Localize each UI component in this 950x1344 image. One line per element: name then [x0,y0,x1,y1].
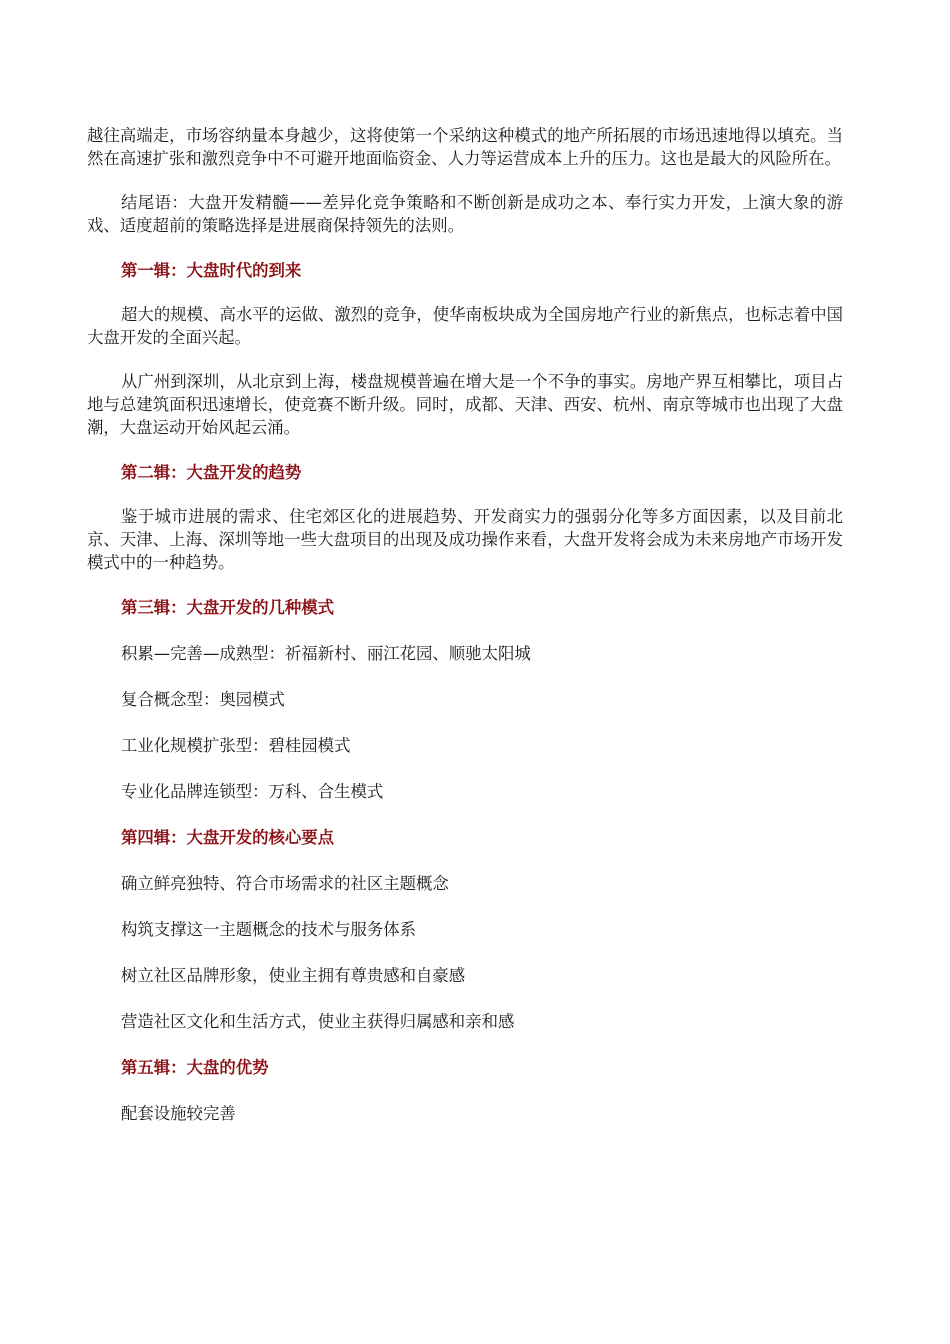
section-1-paragraph-1: 超大的规模、高水平的运做、激烈的竞争，使华南板块成为全国房地产行业的新焦点，也标志着中国大盘开发的全面兴起。 [87,305,843,347]
section-3-heading: 第三辑：大盘开发的几种模式 [121,598,335,617]
section-4-heading: 第四辑：大盘开发的核心要点 [121,828,335,847]
section-3-item: 工业化规模扩张型：碧桂园模式 [121,736,351,755]
section-4-item: 营造社区文化和生活方式，使业主获得归属感和亲和感 [121,1012,515,1031]
conclusion-paragraph: 结尾语：大盘开发精髓——差异化竞争策略和不断创新是成功之本、奉行实力开发，上演大象的游戏、适度超前的策略选择是进展商保持领先的法则。 [87,193,843,235]
section-4-item: 树立社区品牌形象，使业主拥有尊贵感和自豪感 [121,966,466,985]
section-4-item: 构筑支撑这一主题概念的技术与服务体系 [121,920,417,939]
section-1-heading: 第一辑：大盘时代的到来 [121,261,302,280]
section-1-paragraph-2: 从广州到深圳，从北京到上海，楼盘规模普遍在增大是一个不争的事实。房地产界互相攀比，项目占地与总建筑面积迅速增长，使竞赛不断升级。同时，成都、天津、西安、杭州、南京等城市也出现了大盘潮，大盘运动开始风起云涌。 [87,372,843,437]
section-4-item: 确立鲜亮独特、符合市场需求的社区主题概念 [121,874,449,893]
section-2-paragraph-1: 鉴于城市进展的需求、住宅郊区化的进展趋势、开发商实力的强弱分化等多方面因素，以及目前北京、天津、上海、深圳等地一些大盘项目的出现及成功操作来看，大盘开发将会成为未来房地产市场开发模式中的一种趋势。 [87,507,843,572]
section-2-heading: 第二辑：大盘开发的趋势 [121,463,302,482]
section-3-item: 积累—完善—成熟型：祈福新村、丽江花园、顺驰太阳城 [121,644,531,663]
section-5-item: 配套设施较完善 [121,1104,236,1123]
section-3-item: 复合概念型：奥园模式 [121,690,285,709]
section-5-heading: 第五辑：大盘的优势 [121,1058,269,1077]
intro-paragraph-1: 越往高端走，市场容纳量本身越少，这将使第一个采纳这种模式的地产所拓展的市场迅速地得以填充。当然在高速扩张和激烈竞争中不可避开地面临资金、人力等运营成本上升的压力。这也是最大的风险所在。 [87,126,843,168]
document-page [87,124,843,1125]
section-3-item: 专业化品牌连锁型：万科、合生模式 [121,782,384,801]
